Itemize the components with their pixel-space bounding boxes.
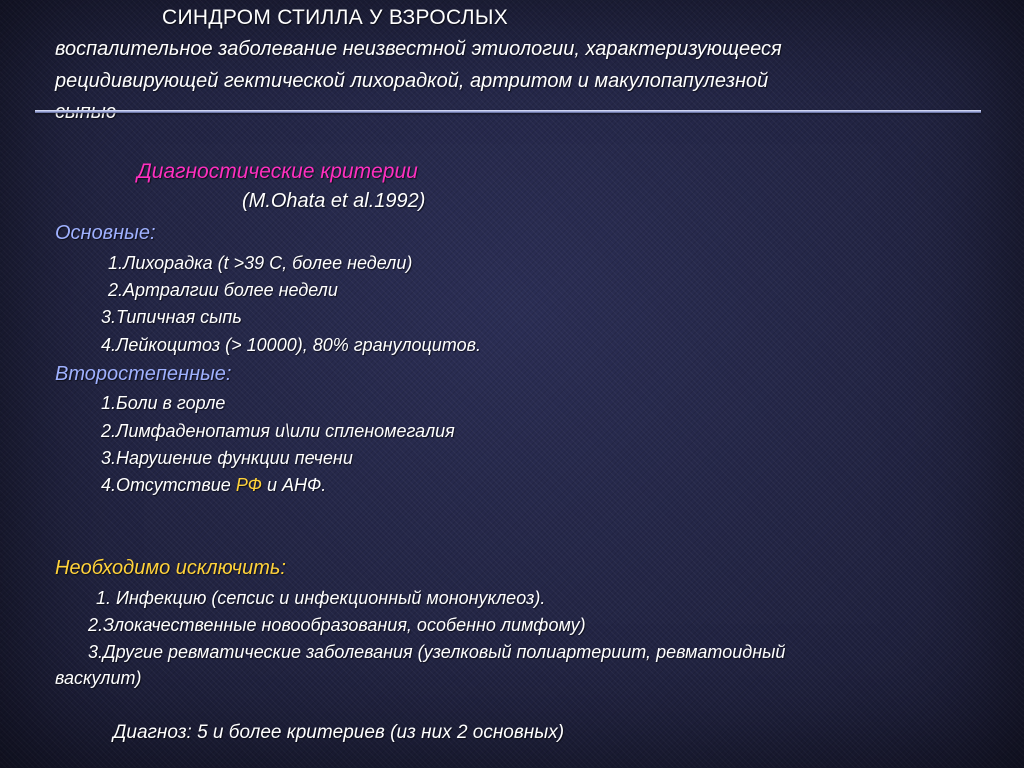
exclusion-item-1: 1. Инфекцию (сепсис и инфекционный мононуклеоз). xyxy=(96,588,546,608)
minor-criteria-label: Второстепенные: xyxy=(55,363,232,385)
exclusion-item-2: 2.Злокачественные новообразования, особенно лимфому) xyxy=(88,615,586,635)
criteria-reference: (M.Ohata et al.1992) xyxy=(242,190,426,212)
rf-highlight: РФ xyxy=(235,475,262,495)
slide-title: СИНДРОМ СТИЛЛА У ВЗРОСЛЫХ xyxy=(162,6,509,29)
major-criterion-4: 4.Лейкоцитоз (> 10000), 80% гранулоцитов. xyxy=(101,335,482,355)
minor-criterion-2: 2.Лимфаденопатия и\или спленомегалия xyxy=(101,421,455,441)
minor-criterion-4 xyxy=(101,475,326,496)
minor-criterion-3: 3.Нарушение функции печени xyxy=(101,448,353,468)
minor-criterion-4-start: 4.Отсутствие xyxy=(101,475,236,495)
exclusion-label: Необходимо исключить: xyxy=(55,557,286,579)
exclusion-item-3: 3.Другие ревматические заболевания (узелковый полиартериит, ревматоидный xyxy=(88,642,786,662)
major-criterion-3: 3.Типичная сыпь xyxy=(101,307,242,327)
minor-criterion-1: 1.Боли в горле xyxy=(101,393,226,413)
subtitle-line-2: рецидивирующей гектической лихорадкой, артритом и макулопапулезной xyxy=(55,70,769,92)
major-criteria-label: Основные: xyxy=(55,222,156,244)
major-criterion-2: 2.Артралгии более недели xyxy=(108,280,338,300)
criteria-heading: Диагностические критерии xyxy=(137,160,418,183)
minor-criterion-4-end: и АНФ. xyxy=(261,475,327,495)
subtitle-line-1: воспалительное заболевание неизвестной этиологии, характеризующееся xyxy=(55,38,782,60)
exclusion-item-3-continued: васкулит) xyxy=(55,668,142,688)
title-divider xyxy=(35,110,981,113)
major-criterion-1: 1.Лихорадка (t >39 С, более недели) xyxy=(108,253,413,273)
diagnosis-rule: Диагноз: 5 и более критериев (из них 2 основных) xyxy=(113,722,565,743)
